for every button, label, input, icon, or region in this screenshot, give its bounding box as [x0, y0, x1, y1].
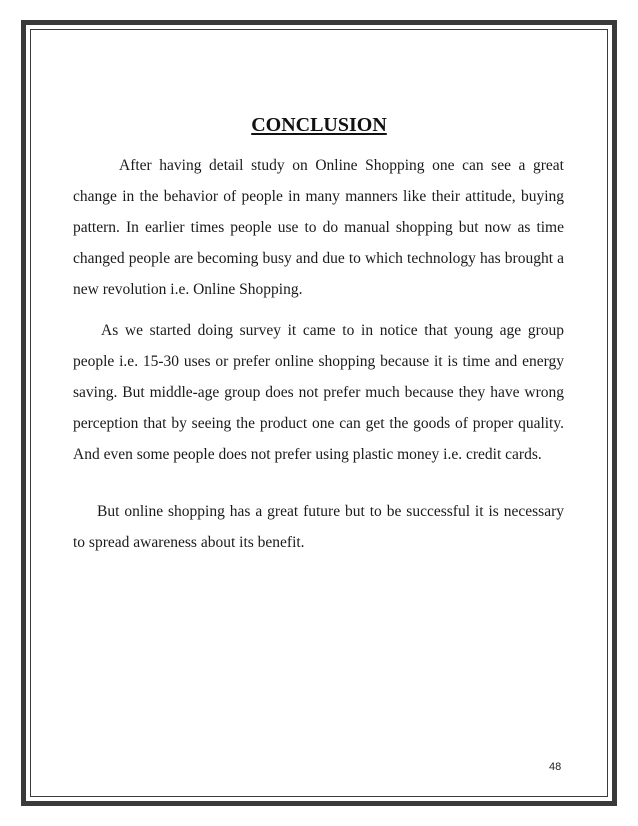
page-number: 48: [549, 761, 562, 773]
page-title: [0, 112, 638, 138]
paragraph-3: But online shopping has a great future but to be successful it is necessary to spread awareness about its benefit.: [73, 503, 564, 551]
paragraph-2: As we started doing survey it came to in notice that young age group people i.e. 15-30 uses or prefer online shopping because it is time and energy saving. But middle-age group does not prefer much because they have wrong perception that by seeing the product one can get the goods of proper quality. And even some people does not prefer using plastic money i.e. credit cards.: [73, 322, 564, 463]
paragraph-1: After having detail study on Online Shopping one can see a great change in the behavior of people in many manners like their attitude, buying pattern. In earlier times people use to do manual shopping but now as time changed people are becoming busy and due to which technology has brought a new revolution i.e. Online Shopping.: [73, 157, 564, 298]
page-title-text: CONCLUSION: [251, 114, 387, 136]
